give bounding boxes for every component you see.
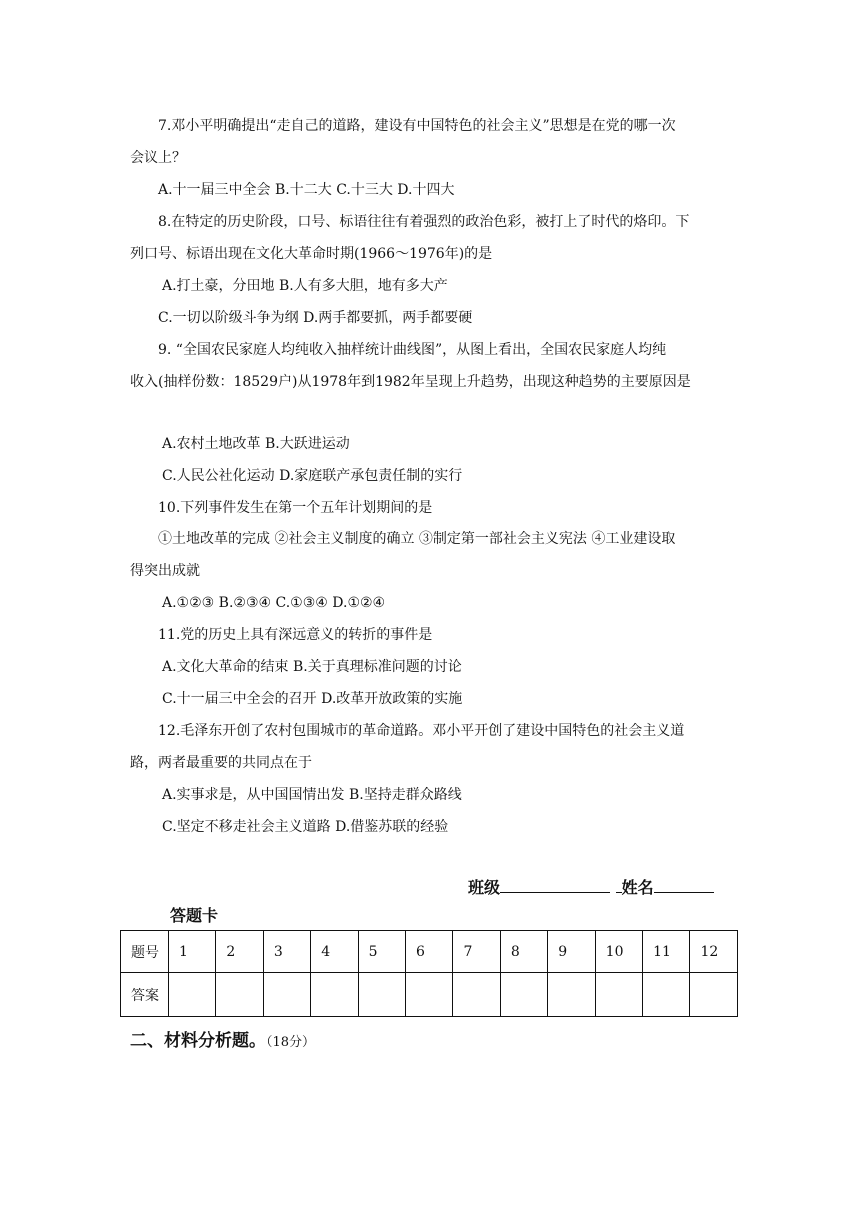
question-number-cell: 3: [263, 931, 310, 973]
class-blank[interactable]: [500, 876, 610, 893]
answer-cell[interactable]: [358, 973, 405, 1017]
q8-line-1: 8.在特定的历史阶段，口号、标语往往有着强烈的政治色彩，被打上了时代的烙印。下: [158, 214, 690, 230]
q8-options-2: C.一切以阶级斗争为纲 D.两手都要抓，两手都要硬: [158, 310, 473, 326]
q10-line-3: 得突出成就: [130, 563, 200, 579]
q11-options-1: A.文化大革命的结束 B.关于真理标准问题的讨论: [162, 659, 462, 675]
answer-cell[interactable]: [406, 973, 453, 1017]
answer-cell[interactable]: [263, 973, 310, 1017]
answer-cell[interactable]: [643, 973, 690, 1017]
q12-line-2: 路，两者最重要的共同点在于: [130, 755, 312, 771]
question-number-cell: 1: [169, 931, 216, 973]
answer-row: [121, 973, 738, 1017]
section-title: 二、材料分析题。: [130, 1031, 266, 1051]
name-blank[interactable]: [654, 876, 714, 893]
q8-line-2: 列口号、标语出现在文化大革命时期(1966～1976年)的是: [130, 246, 493, 262]
section-heading: [130, 1026, 315, 1051]
answer-cell[interactable]: [690, 973, 738, 1017]
question-number-cell: 6: [406, 931, 453, 973]
question-number-cell: 11: [643, 931, 690, 973]
q10-line-1: 10.下列事件发生在第一个五年计划期间的是: [158, 500, 433, 516]
q11-options-2: C.十一届三中全会的召开 D.改革开放政策的实施: [162, 691, 463, 707]
answer-cell[interactable]: [453, 973, 500, 1017]
q12-options-2: C.坚定不移走社会主义道路 D.借鉴苏联的经验: [162, 819, 449, 835]
name-label: 姓名: [621, 878, 654, 897]
answer-card-table: [120, 930, 738, 1017]
answer-cell[interactable]: [500, 973, 547, 1017]
q7-line-2: 会议上？: [130, 150, 186, 166]
answer-cell[interactable]: [169, 973, 216, 1017]
question-number-cell: 5: [358, 931, 405, 973]
q12-options-1: A.实事求是，从中国国情出发 B.坚持走群众路线: [162, 787, 462, 803]
question-number-cell: 7: [453, 931, 500, 973]
answer-header: 答案: [121, 973, 169, 1017]
question-number-row: [121, 931, 738, 973]
question-number-cell: 8: [500, 931, 547, 973]
question-number-cell: 10: [595, 931, 642, 973]
answer-card-title: 答题卡: [170, 906, 219, 925]
question-number-cell: 12: [690, 931, 738, 973]
q9-line-1: 9. “全国农民家庭人均纯收入抽样统计曲线图”，从图上看出，全国农民家庭人均纯: [158, 342, 667, 358]
answer-cell[interactable]: [595, 973, 642, 1017]
answer-cell[interactable]: [216, 973, 263, 1017]
q10-line-2: ①土地改革的完成 ②社会主义制度的确立 ③制定第一部社会主义宪法 ④工业建设取: [158, 531, 676, 547]
section-points: （18分）: [266, 1035, 316, 1050]
q7-line-1: 7.邓小平明确提出“走自己的道路，建设有中国特色的社会主义”思想是在党的哪一次: [158, 118, 676, 134]
question-number-header: 题号: [121, 931, 169, 973]
q9-line-2: 收入(抽样份数：18529户)从1978年到1982年呈现上升趋势，出现这种趋势的主要原因是: [130, 374, 691, 390]
class-label: 班级: [468, 878, 501, 897]
q11-line-1: 11.党的历史上具有深远意义的转折的事件是: [158, 627, 433, 643]
q9-options-1: A.农村土地改革 B.大跃进运动: [162, 436, 350, 452]
answer-cell[interactable]: [548, 973, 595, 1017]
question-number-cell: 4: [311, 931, 358, 973]
q9-options-2: C.人民公社化运动 D.家庭联产承包责任制的实行: [162, 468, 463, 484]
question-number-cell: 2: [216, 931, 263, 973]
answer-cell[interactable]: [311, 973, 358, 1017]
q12-line-1: 12.毛泽东开创了农村包围城市的革命道路。邓小平开创了建设中国特色的社会主义道: [158, 723, 685, 739]
q8-options-1: A.打土豪，分田地 B.人有多大胆，地有多大产: [162, 278, 448, 294]
question-number-cell: 9: [548, 931, 595, 973]
q7-options: A.十一届三中全会 B.十二大 C.十三大 D.十四大: [158, 182, 455, 198]
q10-options: A.①②③ B.②③④ C.①③④ D.①②④: [162, 595, 386, 611]
student-info-line: [468, 876, 714, 898]
